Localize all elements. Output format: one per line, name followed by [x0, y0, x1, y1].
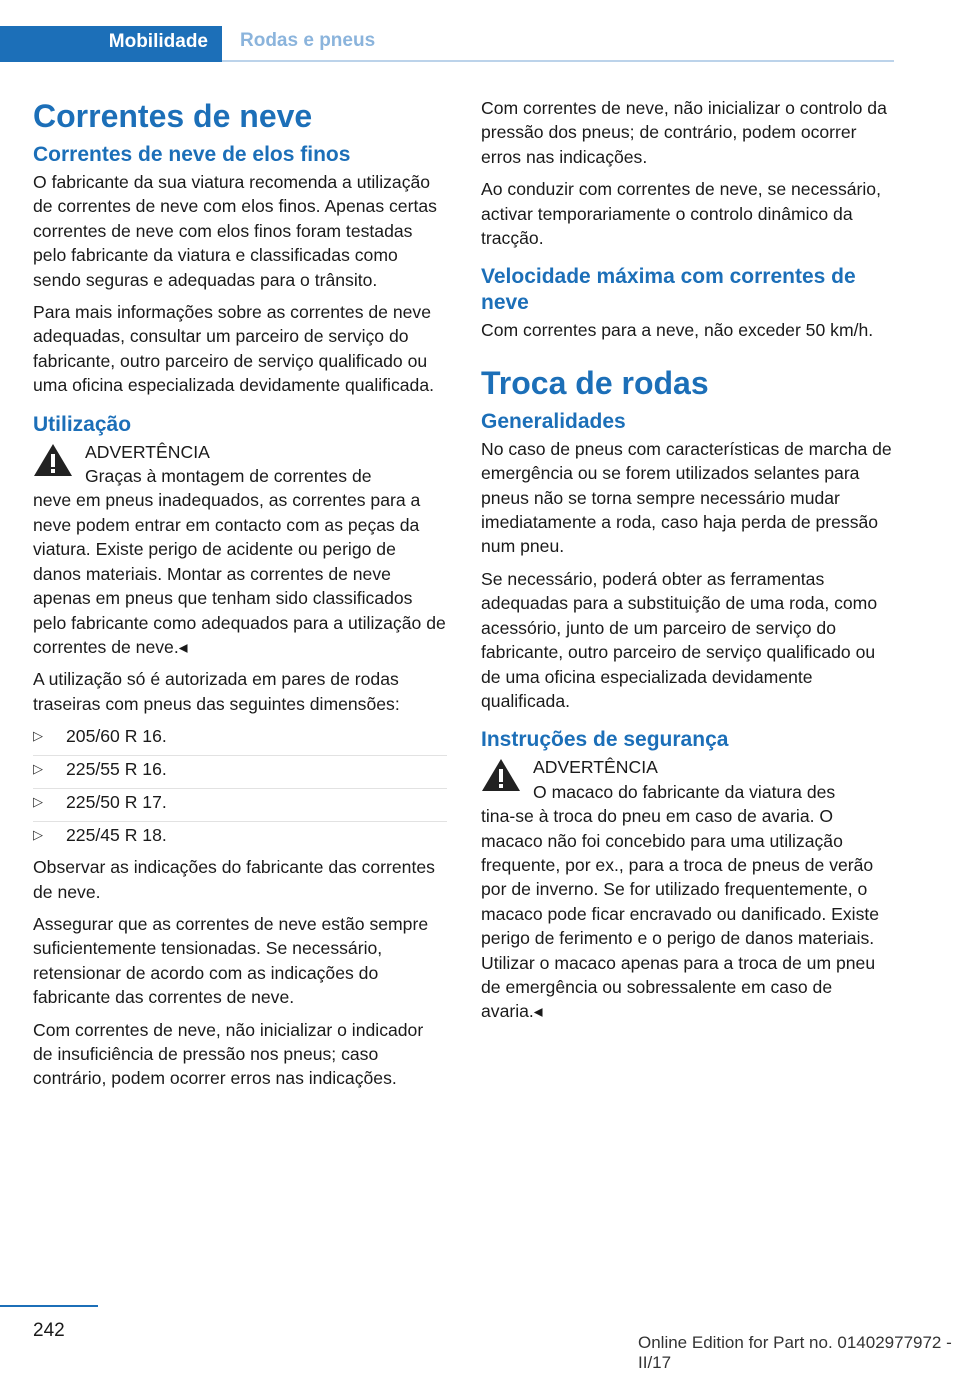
warning-triangle-icon	[481, 757, 521, 793]
warning-title: ADVERTÊNCIA	[533, 757, 658, 778]
paragraph: Para mais informações sobre as correntes de neve adequadas, consultar um parceiro de serviço do fabricante, outro parceiro de serviço qualificado ou uma oficina especializada devidamente qualificada.	[33, 302, 434, 396]
warning-triangle-icon	[33, 442, 73, 478]
triangle-bullet-icon: ▷	[33, 761, 43, 777]
left-column	[33, 96, 447, 1099]
subheading-elos-finos: Correntes de neve de elos finos	[33, 143, 351, 166]
subheading-generalidades: Generalidades	[481, 409, 626, 433]
list-item: ▷ 225/45 R 18.	[33, 825, 167, 846]
paragraph: Ao conduzir com correntes de neve, se necessário, activar temporariamente o controlo dinâmico da tracção.	[481, 179, 881, 249]
paragraph: Com correntes de neve, não inicializar o indicador de insuficiência de pressão nos pneus; caso contrário, podem ocorrer erros nas indicações.	[33, 1019, 424, 1089]
paragraph: Se necessário, poderá obter as ferramentas adequadas para a substituição de uma roda, como acessório, junto de um parceiro de serviço do fabricante, outro parceiro de serviço qualificado ou de uma oficina especializada devidamente qualificada.	[481, 568, 878, 711]
page-header	[0, 0, 960, 62]
paragraph: No caso de pneus com características de marcha de emergência ou se forem utilizados selantes para pneus não se torna sempre necessário mudar imediatamente a roda, caso haja perda de pressão num pneu.	[481, 438, 892, 557]
warning-first-line: O macaco do fabricante da viatura des	[533, 781, 836, 802]
paragraph: A utilização só é autorizada em pares de rodas traseiras com pneus das seguintes dimensões:	[33, 669, 400, 714]
tab-mobilidade-label: Mobilidade	[108, 31, 208, 52]
paragraph: O fabricante da sua viatura recomenda a utilização de correntes de neve com elos finos. Apenas certas correntes de neve com elos finos foram testadas pelo fabricante da viatura e classificadas como sendo seguras e adequadas para o trânsito.	[33, 172, 437, 290]
warning-text: neve em pneus inadequados, as correntes para a neve podem entrar em contacto com as peças da viatura. Existe perigo de acidente ou perigo de danos materiais. Montar as correntes de neve apenas em pneus que tenham sido classificados pelo fabricante como adequados para a utilização de correntes de neve.◂	[33, 490, 446, 657]
paragraph: Observar as indicações do fabricante das correntes de neve.	[33, 857, 435, 902]
section-title-troca-de-rodas: Troca de rodas	[481, 364, 709, 401]
page-number-rule	[0, 1305, 98, 1307]
warning-text: tina-se à troca do pneu em caso de avaria. O macaco não foi concebido para uma utilização frequente, por ex., para a troca de pneus de verão por de inverno. Se for utilizado frequentemente, o macaco pode ficar encravado ou danificado. Existe perigo de ferimento e o perigo de danos materiais. Utilizar o macaco apenas para a troca de um pneu de emergência ou sobressalente em caso de avaria.◂	[481, 806, 880, 1022]
triangle-bullet-icon: ▷	[33, 794, 43, 810]
warning-first-line: Graças à montagem de correntes de	[85, 466, 372, 487]
warning-block	[33, 440, 447, 660]
subheading-utilizacao: Utilização	[33, 412, 132, 436]
warning-title: ADVERTÊNCIA	[85, 441, 210, 462]
list-item: ▷ 225/50 R 17.	[33, 790, 447, 822]
paragraph: Com correntes de neve, não inicializar o controlo da pressão dos pneus; de contrário, podem ocorrer erros nas indicações.	[481, 98, 887, 167]
list-item: ▷ 205/60 R 16.	[33, 724, 447, 756]
warning-block	[481, 755, 895, 1023]
dimensions-list	[33, 724, 447, 851]
list-item: ▷ 225/55 R 16.	[33, 757, 447, 789]
tab-rodas-e-pneus[interactable]: Rodas e pneus	[240, 30, 376, 51]
triangle-bullet-icon: ▷	[33, 728, 43, 744]
tab-mobilidade[interactable]	[0, 26, 222, 62]
paragraph: Assegurar que as correntes de neve estão sempre suficientemente tensionadas. Se necessário, retensionar de acordo com as indicações do fabricante das correntes de neve.	[33, 913, 429, 1008]
subheading-velocidade-maxima: Velocidade máxima com correntes de neve	[481, 265, 856, 315]
section-title-correntes: Correntes de neve	[33, 98, 313, 134]
subheading-instrucoes-seguranca: Instruções de segurança	[481, 728, 729, 752]
header-divider	[222, 60, 894, 62]
triangle-bullet-icon: ▷	[33, 827, 43, 843]
edition-footer: Online Edition for Part no. 01402977972 - II/17	[638, 1333, 952, 1372]
right-column	[481, 96, 895, 1032]
paragraph: Com correntes para a neve, não exceder 50 km/h.	[481, 320, 874, 341]
page-number: 242	[33, 1320, 65, 1341]
